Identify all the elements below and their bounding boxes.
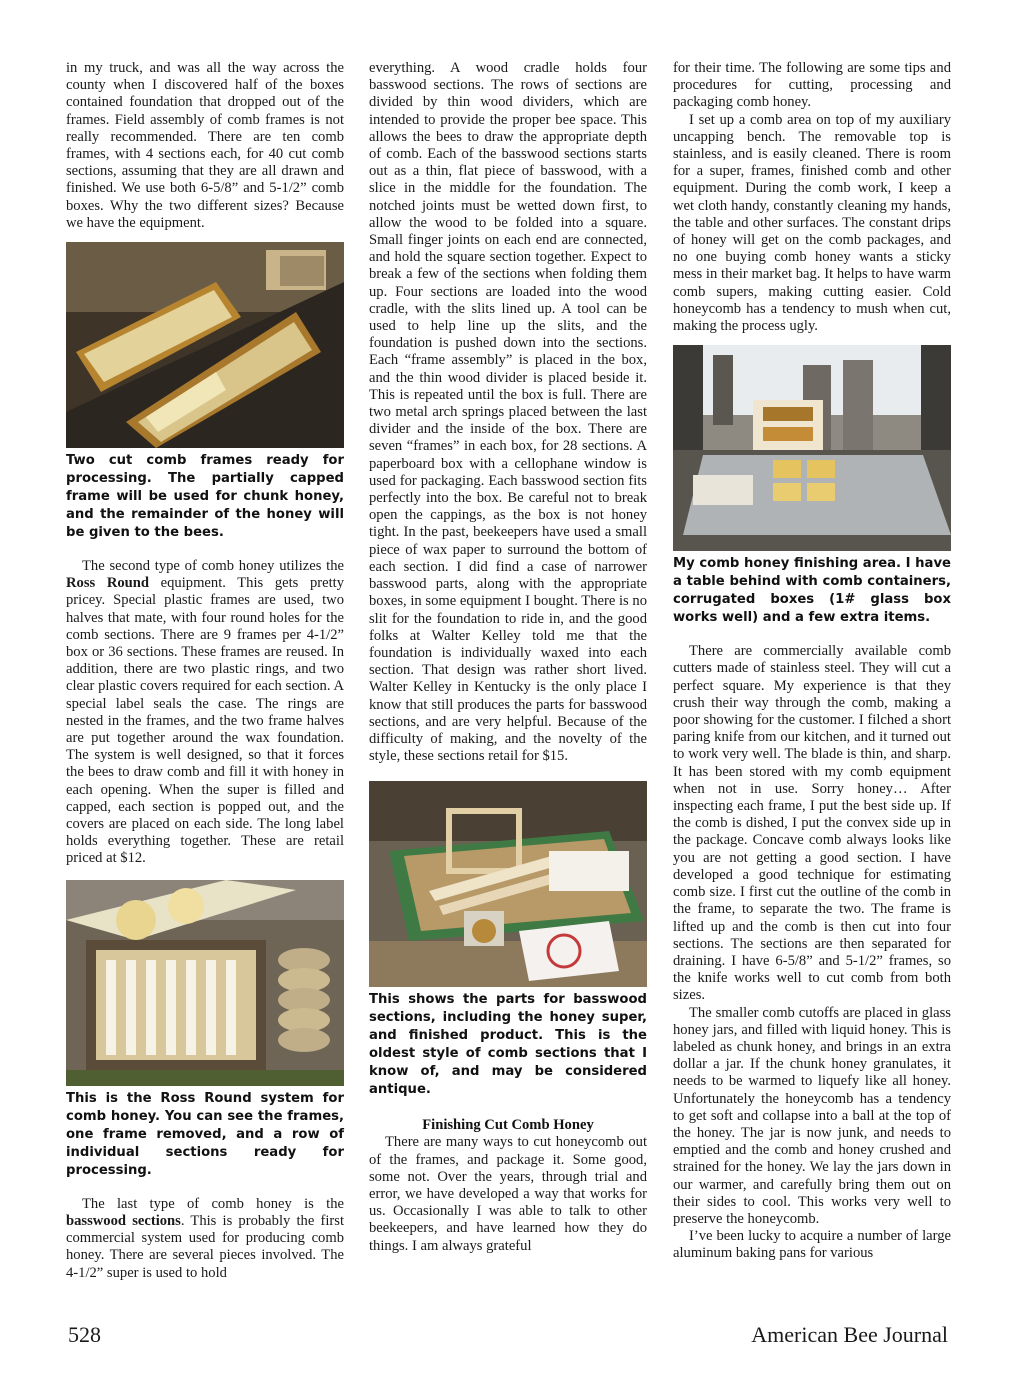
caption-basswood-sections: This shows the parts for basswood sections, including the honey super, and finished product. This is the oldest style of comb sections that I know of, and may be considered antique. [369, 992, 647, 1098]
col2-paragraph-2: There are many ways to cut honeycomb out of the frames, and package it. Some good, some not. Over the years, through trial and error, we have developed a way that works for us. Occasionally I was able to talk to other beekeepers, and have learned how they do things. I am always grateful [369, 1134, 647, 1254]
section-heading-finishing-cut-comb: Finishing Cut Comb Honey [422, 1117, 594, 1134]
caption-comb-finishing-area: My comb honey finishing area. I have a table behind with comb containers, corrugated boxes (1# glass box works well) and a few extra items. [673, 556, 951, 626]
col3-paragraph-4: The smaller comb cutoffs are placed in glass honey jars, and filled with liquid honey. This is labeled as chunk honey, and brings in an extra dollar a jar. If the chunk honey granulates, it needs to be warmed to liquefy like all honey. Unfortunately the honeycomb has a tendency to get soft and collapse into a ball at the top of the honey. The jar is now junk, and needs to emptied and the comb and honey crushed and strained for the honey. We lay the jars down in our warmer, and carefully bring them out on their sides to cool. This works very well to preserve the honeycomb. [673, 1004, 951, 1227]
caption-cut-comb-frames: Two cut comb frames ready for processing. The partially capped frame will be used for chunk honey, and the remainder of the honey will be given to the bees. [66, 453, 344, 541]
col1-paragraph-1: in my truck, and was all the way across the county when I discovered half of the boxes contained foundation that dropped out of the frames. Field assembly of comb frames is not really recommended. There are ten comb frames, with 4 sections each, for 40 cut comb sections, assuming that they are all drawn and finished. We use both 6-5/8” and 5-1/2” comb boxes. Why the two different sizes? Because we have the equipment. [66, 60, 344, 231]
journal-title: American Bee Journal [751, 1322, 948, 1347]
page-number: 528 [68, 1322, 101, 1347]
col1-paragraph-3: The last type of comb honey is the basswood sections. This is probably the first commercial system used for producing comb honey. There are several pieces involved. The 4-1/2” super is used to hold [66, 1195, 344, 1281]
col2-paragraph-1: everything. A wood cradle holds four basswood sections. The rows of sections are divided by thin wood dividers, which are intended to provide the proper bee space. This allows the bees to draw the appropriate depth of comb. Each of the basswood sections starts out as a thin, flat piece of basswood, with a slice in the middle for the foundation. The notched joints must be wetted down first, to allow the wood to be folded into a square. Small finger joints on each end are connected, and hold the square section together. Expect to break a few of the sections when folding them up. Four sections are loaded into the wood cradle, with the slits lined up. A tool can be used to help line up the slits, and the foundation is pushed down into the sections. Each “frame assembly” is placed in the box, and the thin wood divider is placed beside it. This is repeated until the box is full. There are two metal arch springs placed between the last divider and the inside of the box. There are seven “frames” in each box, for 28 sections. A paperboard box with a cellophane window is used for packaging. Each basswood section fits perfectly into the box. Be careful not to break open the cappings, as the box is not honey tight. In the past, beekeepers have used a small piece of wax paper to surround the bottom of each section. I did find a case of narrower basswood parts, along with the appropriate boxes, in some equipment I bought. There is no slit for the foundation to ride in, and the good folks at Walter Kelley told me that the foundation is individually waxed into each section. That design was rather short lived. Walter Kelley in Kentucky is the only place I know that still produces the parts for basswood sections, and are very helpful. Because of the difficulty of making, and the novelty of the style, these sections retail for $15. [369, 60, 647, 765]
col3-paragraph-5: I’ve been lucky to acquire a number of large aluminum baking pans for various [673, 1228, 951, 1262]
photo-comb-finishing-area [673, 345, 951, 551]
col3-paragraph-3: There are commercially available comb cutters made of stainless steel. They will cut a perfect square. My experience is that they crush their way through the comb, making a poor showing for the customer. I filched a short paring knife from our kitchen, and it turned out to work very well. The blade is thin, and sharp. It has been stored with my comb equipment when not in use. Sorry honey… After inspecting each frame, I put the best side up. If the comb is dished, I put the convex side up in the package. Concave comb always looks like you are not getting a good section. I have developed a good technique for estimating comb size. I first cut the outline of the comb in the frame, to separate the two. The frame is lifted up and the comb is then cut into four sections. The sections are then separated for draining. I have 6-5/8” and 5-1/2” frames, so the knife works well to cut comb from both sizes. [673, 643, 951, 1004]
photo-ross-round-system [66, 880, 344, 1086]
col3-paragraph-2: I set up a comb area on top of my auxiliary uncapping bench. The removable top is stainless, and is easily cleaned. There is room for a super, frames, finished comb and other equipment. During the comb work, I keep a wet cloth handy, constantly cleaning my hands, the table and other surfaces. The constant drips of honey will get on the comb packages, and no one buying comb honey wants a sticky mess in their market bag. It helps to have warm comb supers, making cutting easier. Cold honeycomb has a tendency to mush when cut, making the process ugly. [673, 111, 951, 335]
col1-paragraph-2: The second type of comb honey utilizes the Ross Round equipment. This gets pretty pricey. Special plastic frames are used, two halves that mate, with four round holes for the comb sections. There are 9 frames per 4-1/2” box or 36 sections. These frames are reused. In addition, there are two plastic rings, and two clear plastic covers required for each section. A special label seals the case. The rings are nested in the frames, and the two frame halves are put together around the wax foundation. The system is well designed, so that it forces the bees to draw comb and fill it with honey in each opening. When the super is filled and capped, each section is popped out, and the covers are placed on each side. The long label holds everything together. These are retail priced at $12. [66, 558, 345, 867]
photo-basswood-sections [369, 781, 647, 987]
column-2 [369, 60, 647, 1255]
column-1 [66, 60, 344, 1282]
col3-paragraph-1: for their time. The following are some tips and procedures for cutting, processing and packaging comb honey. [673, 60, 951, 111]
photo-cut-comb-frames [66, 242, 344, 448]
column-3 [673, 60, 951, 1263]
caption-ross-round-system: This is the Ross Round system for comb honey. You can see the frames, one frame removed, and a row of individual sections ready for processing. [66, 1090, 344, 1178]
